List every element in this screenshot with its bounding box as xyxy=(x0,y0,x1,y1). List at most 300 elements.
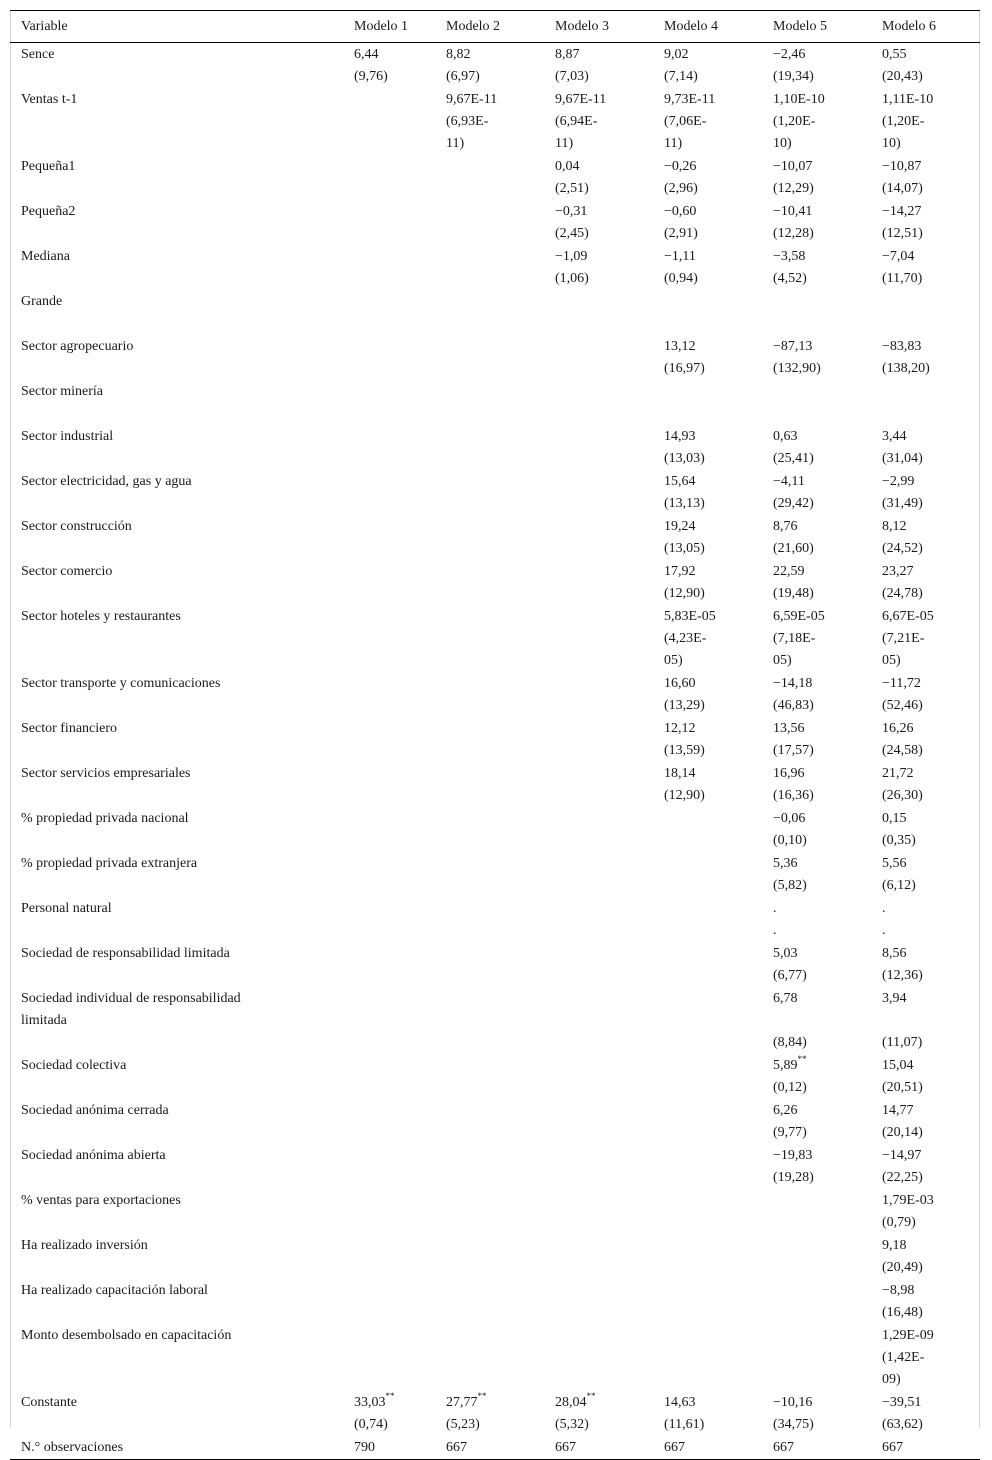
cell-line: 10) xyxy=(882,136,901,151)
cell-line: (1,42E- xyxy=(882,1350,925,1365)
modelo-4-cell xyxy=(653,290,762,335)
cell-line: −0,06 xyxy=(773,811,806,826)
significance-marker: ** xyxy=(477,1391,487,1402)
cell-line: (1,06) xyxy=(555,271,589,286)
cell-line: (7,03) xyxy=(555,69,589,84)
cell-line: Sector electricidad, gas y agua xyxy=(21,474,192,489)
cell-line: 9,67E-11 xyxy=(446,92,498,107)
header-modelo-6: Modelo 6 xyxy=(871,11,980,43)
modelo-2-cell xyxy=(435,88,544,155)
modelo-1-cell xyxy=(343,245,435,290)
table-row xyxy=(10,1054,980,1099)
cell-line: (2,45) xyxy=(555,226,589,241)
cell-line: 17,92 xyxy=(664,564,696,579)
cell-line: (0,94) xyxy=(664,271,698,286)
modelo-4-cell xyxy=(653,470,762,515)
modelo-4-cell xyxy=(653,672,762,717)
cell-line: 0,04 xyxy=(555,159,580,174)
modelo-4-cell xyxy=(653,717,762,762)
modelo-3-cell xyxy=(544,200,653,245)
variable-cell xyxy=(10,1436,343,1460)
cell-line: . xyxy=(773,923,777,938)
cell-line: 05) xyxy=(773,653,792,668)
cell-line: 33,03** xyxy=(354,1391,395,1410)
modelo-5-cell xyxy=(762,1234,871,1279)
cell-line: 23,27 xyxy=(882,564,914,579)
cell-line: −8,98 xyxy=(882,1283,915,1298)
variable-cell xyxy=(10,717,343,762)
modelo-2-cell xyxy=(435,560,544,605)
cell-line: (24,52) xyxy=(882,541,923,556)
significance-marker: ** xyxy=(797,1054,807,1065)
modelo-3-cell xyxy=(544,1279,653,1324)
modelo-2-cell xyxy=(435,1054,544,1099)
cell-line: −14,18 xyxy=(773,676,813,691)
cell-line: 790 xyxy=(354,1440,375,1455)
variable-cell xyxy=(10,425,343,470)
cell-line: (5,23) xyxy=(446,1417,480,1432)
significance-marker: ** xyxy=(586,1391,596,1402)
variable-cell xyxy=(10,897,343,942)
cell-line: Pequeña2 xyxy=(21,204,76,219)
cell-line: (0,10) xyxy=(773,833,807,848)
cell-line: 3,94 xyxy=(882,991,907,1006)
cell-line: (7,14) xyxy=(664,69,698,84)
cell-line: Mediana xyxy=(21,249,70,264)
regression-table xyxy=(10,10,980,1460)
modelo-5-cell xyxy=(762,1279,871,1324)
modelo-5-cell xyxy=(762,88,871,155)
modelo-6-cell xyxy=(871,380,980,425)
modelo-6-cell xyxy=(871,1144,980,1189)
modelo-5-cell xyxy=(762,1144,871,1189)
cell-line: 19,24 xyxy=(664,519,696,534)
modelo-3-cell xyxy=(544,605,653,672)
cell-line xyxy=(21,403,337,425)
cell-line: Sector minería xyxy=(21,384,104,399)
variable-cell xyxy=(10,515,343,560)
modelo-4-cell xyxy=(653,897,762,942)
cell-line: 5,56 xyxy=(882,856,907,871)
cell-line: 27,77** xyxy=(446,1391,487,1410)
modelo-1-cell xyxy=(343,1189,435,1234)
cell-line: 667 xyxy=(446,1440,467,1455)
cell-line xyxy=(882,1010,974,1032)
modelo-2-cell xyxy=(435,425,544,470)
cell-line: (16,97) xyxy=(664,361,705,376)
table-row xyxy=(10,335,980,380)
cell-line: (31,04) xyxy=(882,451,923,466)
variable-cell xyxy=(10,852,343,897)
cell-line: 05) xyxy=(882,653,901,668)
cell-line: −10,16 xyxy=(773,1395,813,1410)
cell-line: (52,46) xyxy=(882,698,923,713)
modelo-2-cell xyxy=(435,852,544,897)
cell-line: −3,58 xyxy=(773,249,806,264)
modelo-3-cell xyxy=(544,155,653,200)
cell-line: 6,59E-05 xyxy=(773,609,825,624)
cell-line: (12,51) xyxy=(882,226,923,241)
variable-cell xyxy=(10,942,343,987)
modelo-4-cell xyxy=(653,605,762,672)
modelo-5-cell xyxy=(762,1189,871,1234)
modelo-5-cell xyxy=(762,605,871,672)
header-modelo-5: Modelo 5 xyxy=(762,11,871,43)
cell-line: 10) xyxy=(773,136,792,151)
variable-cell xyxy=(10,762,343,807)
modelo-1-cell xyxy=(343,762,435,807)
modelo-4-cell xyxy=(653,1234,762,1279)
table-row xyxy=(10,672,980,717)
cell-line: (12,28) xyxy=(773,226,814,241)
variable-cell xyxy=(10,672,343,717)
cell-line: 6,67E-05 xyxy=(882,609,934,624)
modelo-1-cell xyxy=(343,987,435,1054)
cell-line: (6,77) xyxy=(773,968,807,983)
modelo-4-cell xyxy=(653,1099,762,1144)
cell-line xyxy=(773,1010,865,1032)
modelo-6-cell xyxy=(871,987,980,1054)
cell-line: 1,11E-10 xyxy=(882,92,934,107)
modelo-5-cell xyxy=(762,380,871,425)
cell-line: (6,94E- xyxy=(555,114,598,129)
variable-cell xyxy=(10,1279,343,1324)
cell-line: 22,59 xyxy=(773,564,805,579)
cell-line: 1,10E-10 xyxy=(773,92,825,107)
modelo-3-cell xyxy=(544,987,653,1054)
cell-line: (0,35) xyxy=(882,833,916,848)
modelo-2-cell xyxy=(435,1234,544,1279)
modelo-3-cell xyxy=(544,1189,653,1234)
modelo-6-cell xyxy=(871,942,980,987)
cell-line: (20,49) xyxy=(882,1260,923,1275)
modelo-1-cell xyxy=(343,717,435,762)
cell-line: (2,91) xyxy=(664,226,698,241)
cell-line: −10,87 xyxy=(882,159,922,174)
cell-line: −2,46 xyxy=(773,47,806,62)
variable-cell xyxy=(10,88,343,155)
modelo-4-cell xyxy=(653,155,762,200)
cell-line: (11,07) xyxy=(882,1035,923,1050)
modelo-2-cell xyxy=(435,1391,544,1436)
modelo-5-cell xyxy=(762,1324,871,1391)
modelo-4-cell xyxy=(653,515,762,560)
cell-line: % propiedad privada extranjera xyxy=(21,856,198,871)
cell-line: −87,13 xyxy=(773,339,813,354)
modelo-6-cell xyxy=(871,515,980,560)
modelo-1-cell xyxy=(343,335,435,380)
cell-line: Sector industrial xyxy=(21,429,114,444)
modelo-1-cell xyxy=(343,560,435,605)
cell-line: −10,07 xyxy=(773,159,813,174)
cell-line: % ventas para exportaciones xyxy=(21,1193,181,1208)
modelo-5-cell xyxy=(762,762,871,807)
modelo-2-cell xyxy=(435,1144,544,1189)
cell-line: (2,96) xyxy=(664,181,698,196)
cell-line: 667 xyxy=(882,1440,903,1455)
modelo-1-cell xyxy=(343,470,435,515)
cell-line: Sociedad colectiva xyxy=(21,1058,127,1073)
modelo-5-cell xyxy=(762,897,871,942)
variable-cell xyxy=(10,155,343,200)
modelo-4-cell xyxy=(653,88,762,155)
table-row xyxy=(10,1324,980,1391)
modelo-1-cell xyxy=(343,1144,435,1189)
cell-line: (13,05) xyxy=(664,541,705,556)
cell-line: −14,97 xyxy=(882,1148,922,1163)
cell-line: . xyxy=(882,923,886,938)
cell-line: 5,89** xyxy=(773,1054,807,1073)
cell-line: −0,31 xyxy=(555,204,588,219)
cell-line: 6,26 xyxy=(773,1103,798,1118)
variable-cell xyxy=(10,1324,343,1391)
cell-line: 3,44 xyxy=(882,429,907,444)
modelo-5-cell xyxy=(762,1054,871,1099)
cell-line: Sociedad de responsabilidad limitada xyxy=(21,946,230,961)
modelo-6-cell xyxy=(871,1279,980,1324)
header-modelo-3: Modelo 3 xyxy=(544,11,653,43)
cell-line: 16,26 xyxy=(882,721,914,736)
cell-line xyxy=(21,313,337,335)
table-row xyxy=(10,852,980,897)
table-row xyxy=(10,560,980,605)
cell-line: (9,77) xyxy=(773,1125,807,1140)
cell-line: 11) xyxy=(664,136,683,151)
cell-line: −1,11 xyxy=(664,249,696,264)
modelo-2-cell xyxy=(435,672,544,717)
variable-cell xyxy=(10,1099,343,1144)
cell-line: (17,57) xyxy=(773,743,814,758)
cell-line: 1,29E-09 xyxy=(882,1328,934,1343)
modelo-3-cell xyxy=(544,1436,653,1460)
cell-line: 1,79E-03 xyxy=(882,1193,934,1208)
cell-line: (13,13) xyxy=(664,496,705,511)
table-row xyxy=(10,942,980,987)
modelo-6-cell xyxy=(871,290,980,335)
cell-line: Ventas t-1 xyxy=(21,92,78,107)
cell-line: −11,72 xyxy=(882,676,921,691)
cell-line: (24,78) xyxy=(882,586,923,601)
modelo-6-cell xyxy=(871,1099,980,1144)
modelo-6-cell xyxy=(871,852,980,897)
modelo-5-cell xyxy=(762,717,871,762)
modelo-5-cell xyxy=(762,43,871,89)
cell-line: N.° observaciones xyxy=(21,1440,124,1455)
variable-cell xyxy=(10,987,343,1054)
table-row xyxy=(10,515,980,560)
cell-line: 11) xyxy=(446,136,465,151)
cell-line: (6,12) xyxy=(882,878,916,893)
cell-line: 16,60 xyxy=(664,676,696,691)
modelo-2-cell xyxy=(435,1189,544,1234)
modelo-1-cell xyxy=(343,515,435,560)
modelo-2-cell xyxy=(435,290,544,335)
cell-line: (6,93E- xyxy=(446,114,489,129)
table-row xyxy=(10,1144,980,1189)
modelo-3-cell xyxy=(544,1234,653,1279)
table-row xyxy=(10,762,980,807)
cell-line: 8,87 xyxy=(555,47,580,62)
modelo-6-cell xyxy=(871,335,980,380)
cell-line: −7,04 xyxy=(882,249,915,264)
modelo-6-cell xyxy=(871,1391,980,1436)
modelo-3-cell xyxy=(544,1054,653,1099)
cell-line: (8,84) xyxy=(773,1035,807,1050)
modelo-1-cell xyxy=(343,807,435,852)
cell-line: Sector hoteles y restaurantes xyxy=(21,609,181,624)
cell-line: (7,18E- xyxy=(773,631,816,646)
modelo-3-cell xyxy=(544,43,653,89)
table-row xyxy=(10,1189,980,1234)
modelo-3-cell xyxy=(544,1099,653,1144)
modelo-2-cell xyxy=(435,762,544,807)
variable-cell xyxy=(10,605,343,672)
table-row xyxy=(10,1099,980,1144)
modelo-4-cell xyxy=(653,1324,762,1391)
cell-line: 15,64 xyxy=(664,474,696,489)
modelo-4-cell xyxy=(653,987,762,1054)
cell-line: Sociedad anónima cerrada xyxy=(21,1103,169,1118)
variable-cell xyxy=(10,1144,343,1189)
cell-line: Ha realizado capacitación laboral xyxy=(21,1283,208,1298)
cell-line: Constante xyxy=(21,1395,77,1410)
cell-line: 18,14 xyxy=(664,766,696,781)
cell-line: (2,51) xyxy=(555,181,589,196)
cell-line: (12,90) xyxy=(664,586,705,601)
modelo-3-cell xyxy=(544,425,653,470)
cell-line: (1,20E- xyxy=(773,114,816,129)
table-header-row xyxy=(10,11,980,43)
cell-line: 9,67E-11 xyxy=(555,92,607,107)
cell-line: 13,12 xyxy=(664,339,696,354)
modelo-4-cell xyxy=(653,380,762,425)
cell-line: (0,79) xyxy=(882,1215,916,1230)
modelo-5-cell xyxy=(762,155,871,200)
modelo-4-cell xyxy=(653,245,762,290)
modelo-4-cell xyxy=(653,43,762,89)
modelo-5-cell xyxy=(762,1436,871,1460)
table-row xyxy=(10,1279,980,1324)
cell-line: limitada xyxy=(21,1013,67,1028)
modelo-3-cell xyxy=(544,1144,653,1189)
modelo-6-cell xyxy=(871,470,980,515)
modelo-6-cell xyxy=(871,1436,980,1460)
cell-line: −10,41 xyxy=(773,204,813,219)
modelo-6-cell xyxy=(871,88,980,155)
modelo-5-cell xyxy=(762,807,871,852)
table-row xyxy=(10,43,980,89)
table-row xyxy=(10,88,980,155)
modelo-1-cell xyxy=(343,1279,435,1324)
cell-line: 9,02 xyxy=(664,47,689,62)
cell-line: Sence xyxy=(21,47,55,62)
cell-line: 667 xyxy=(773,1440,794,1455)
cell-line: Ha realizado inversión xyxy=(21,1238,148,1253)
cell-line: 11) xyxy=(555,136,574,151)
cell-line: (20,14) xyxy=(882,1125,923,1140)
cell-line: Sector agropecuario xyxy=(21,339,134,354)
cell-line: −83,83 xyxy=(882,339,922,354)
modelo-1-cell xyxy=(343,380,435,425)
modelo-2-cell xyxy=(435,1324,544,1391)
modelo-1-cell xyxy=(343,200,435,245)
cell-line: (24,58) xyxy=(882,743,923,758)
table-row xyxy=(10,155,980,200)
modelo-5-cell xyxy=(762,1391,871,1436)
cell-line: (132,90) xyxy=(773,361,821,376)
table-row xyxy=(10,290,980,335)
modelo-5-cell xyxy=(762,425,871,470)
cell-line: 9,73E-11 xyxy=(664,92,716,107)
table-row xyxy=(10,470,980,515)
table-row xyxy=(10,425,980,470)
modelo-2-cell xyxy=(435,245,544,290)
modelo-4-cell xyxy=(653,1054,762,1099)
cell-line: (4,52) xyxy=(773,271,807,286)
modelo-5-cell xyxy=(762,245,871,290)
cell-line: . xyxy=(882,901,886,916)
cell-line: 12,12 xyxy=(664,721,696,736)
cell-line: 8,76 xyxy=(773,519,798,534)
modelo-1-cell xyxy=(343,425,435,470)
modelo-6-cell xyxy=(871,1189,980,1234)
cell-line: 0,15 xyxy=(882,811,907,826)
modelo-6-cell xyxy=(871,245,980,290)
cell-line: 28,04** xyxy=(555,1391,596,1410)
modelo-4-cell xyxy=(653,807,762,852)
table-row xyxy=(10,897,980,942)
modelo-2-cell xyxy=(435,807,544,852)
modelo-3-cell xyxy=(544,290,653,335)
modelo-1-cell xyxy=(343,852,435,897)
table-row xyxy=(10,807,980,852)
table-row xyxy=(10,1391,980,1436)
variable-cell xyxy=(10,43,343,89)
modelo-3-cell xyxy=(544,1324,653,1391)
cell-line: (12,36) xyxy=(882,968,923,983)
modelo-3-cell xyxy=(544,942,653,987)
modelo-4-cell xyxy=(653,560,762,605)
modelo-3-cell xyxy=(544,88,653,155)
modelo-3-cell xyxy=(544,380,653,425)
cell-line: 15,04 xyxy=(882,1058,914,1073)
cell-line: (13,29) xyxy=(664,698,705,713)
cell-line: 9,18 xyxy=(882,1238,907,1253)
modelo-6-cell xyxy=(871,807,980,852)
modelo-4-cell xyxy=(653,1391,762,1436)
modelo-4-cell xyxy=(653,425,762,470)
modelo-5-cell xyxy=(762,942,871,987)
cell-line: (19,48) xyxy=(773,586,814,601)
modelo-6-cell xyxy=(871,200,980,245)
cell-line: Sociedad individual de responsabilidad xyxy=(21,991,241,1006)
modelo-6-cell xyxy=(871,762,980,807)
cell-line: 09) xyxy=(882,1372,901,1387)
cell-line: Monto desembolsado en capacitación xyxy=(21,1328,232,1343)
cell-line: (46,83) xyxy=(773,698,814,713)
cell-line: 14,93 xyxy=(664,429,696,444)
cell-line: (25,41) xyxy=(773,451,814,466)
modelo-2-cell xyxy=(435,1099,544,1144)
cell-line: 8,82 xyxy=(446,47,471,62)
cell-line: 5,83E-05 xyxy=(664,609,716,624)
modelo-5-cell xyxy=(762,470,871,515)
modelo-1-cell xyxy=(343,290,435,335)
cell-line: 0,63 xyxy=(773,429,798,444)
cell-line: Grande xyxy=(21,294,63,309)
cell-line: (1,20E- xyxy=(882,114,925,129)
cell-line: (19,28) xyxy=(773,1170,814,1185)
